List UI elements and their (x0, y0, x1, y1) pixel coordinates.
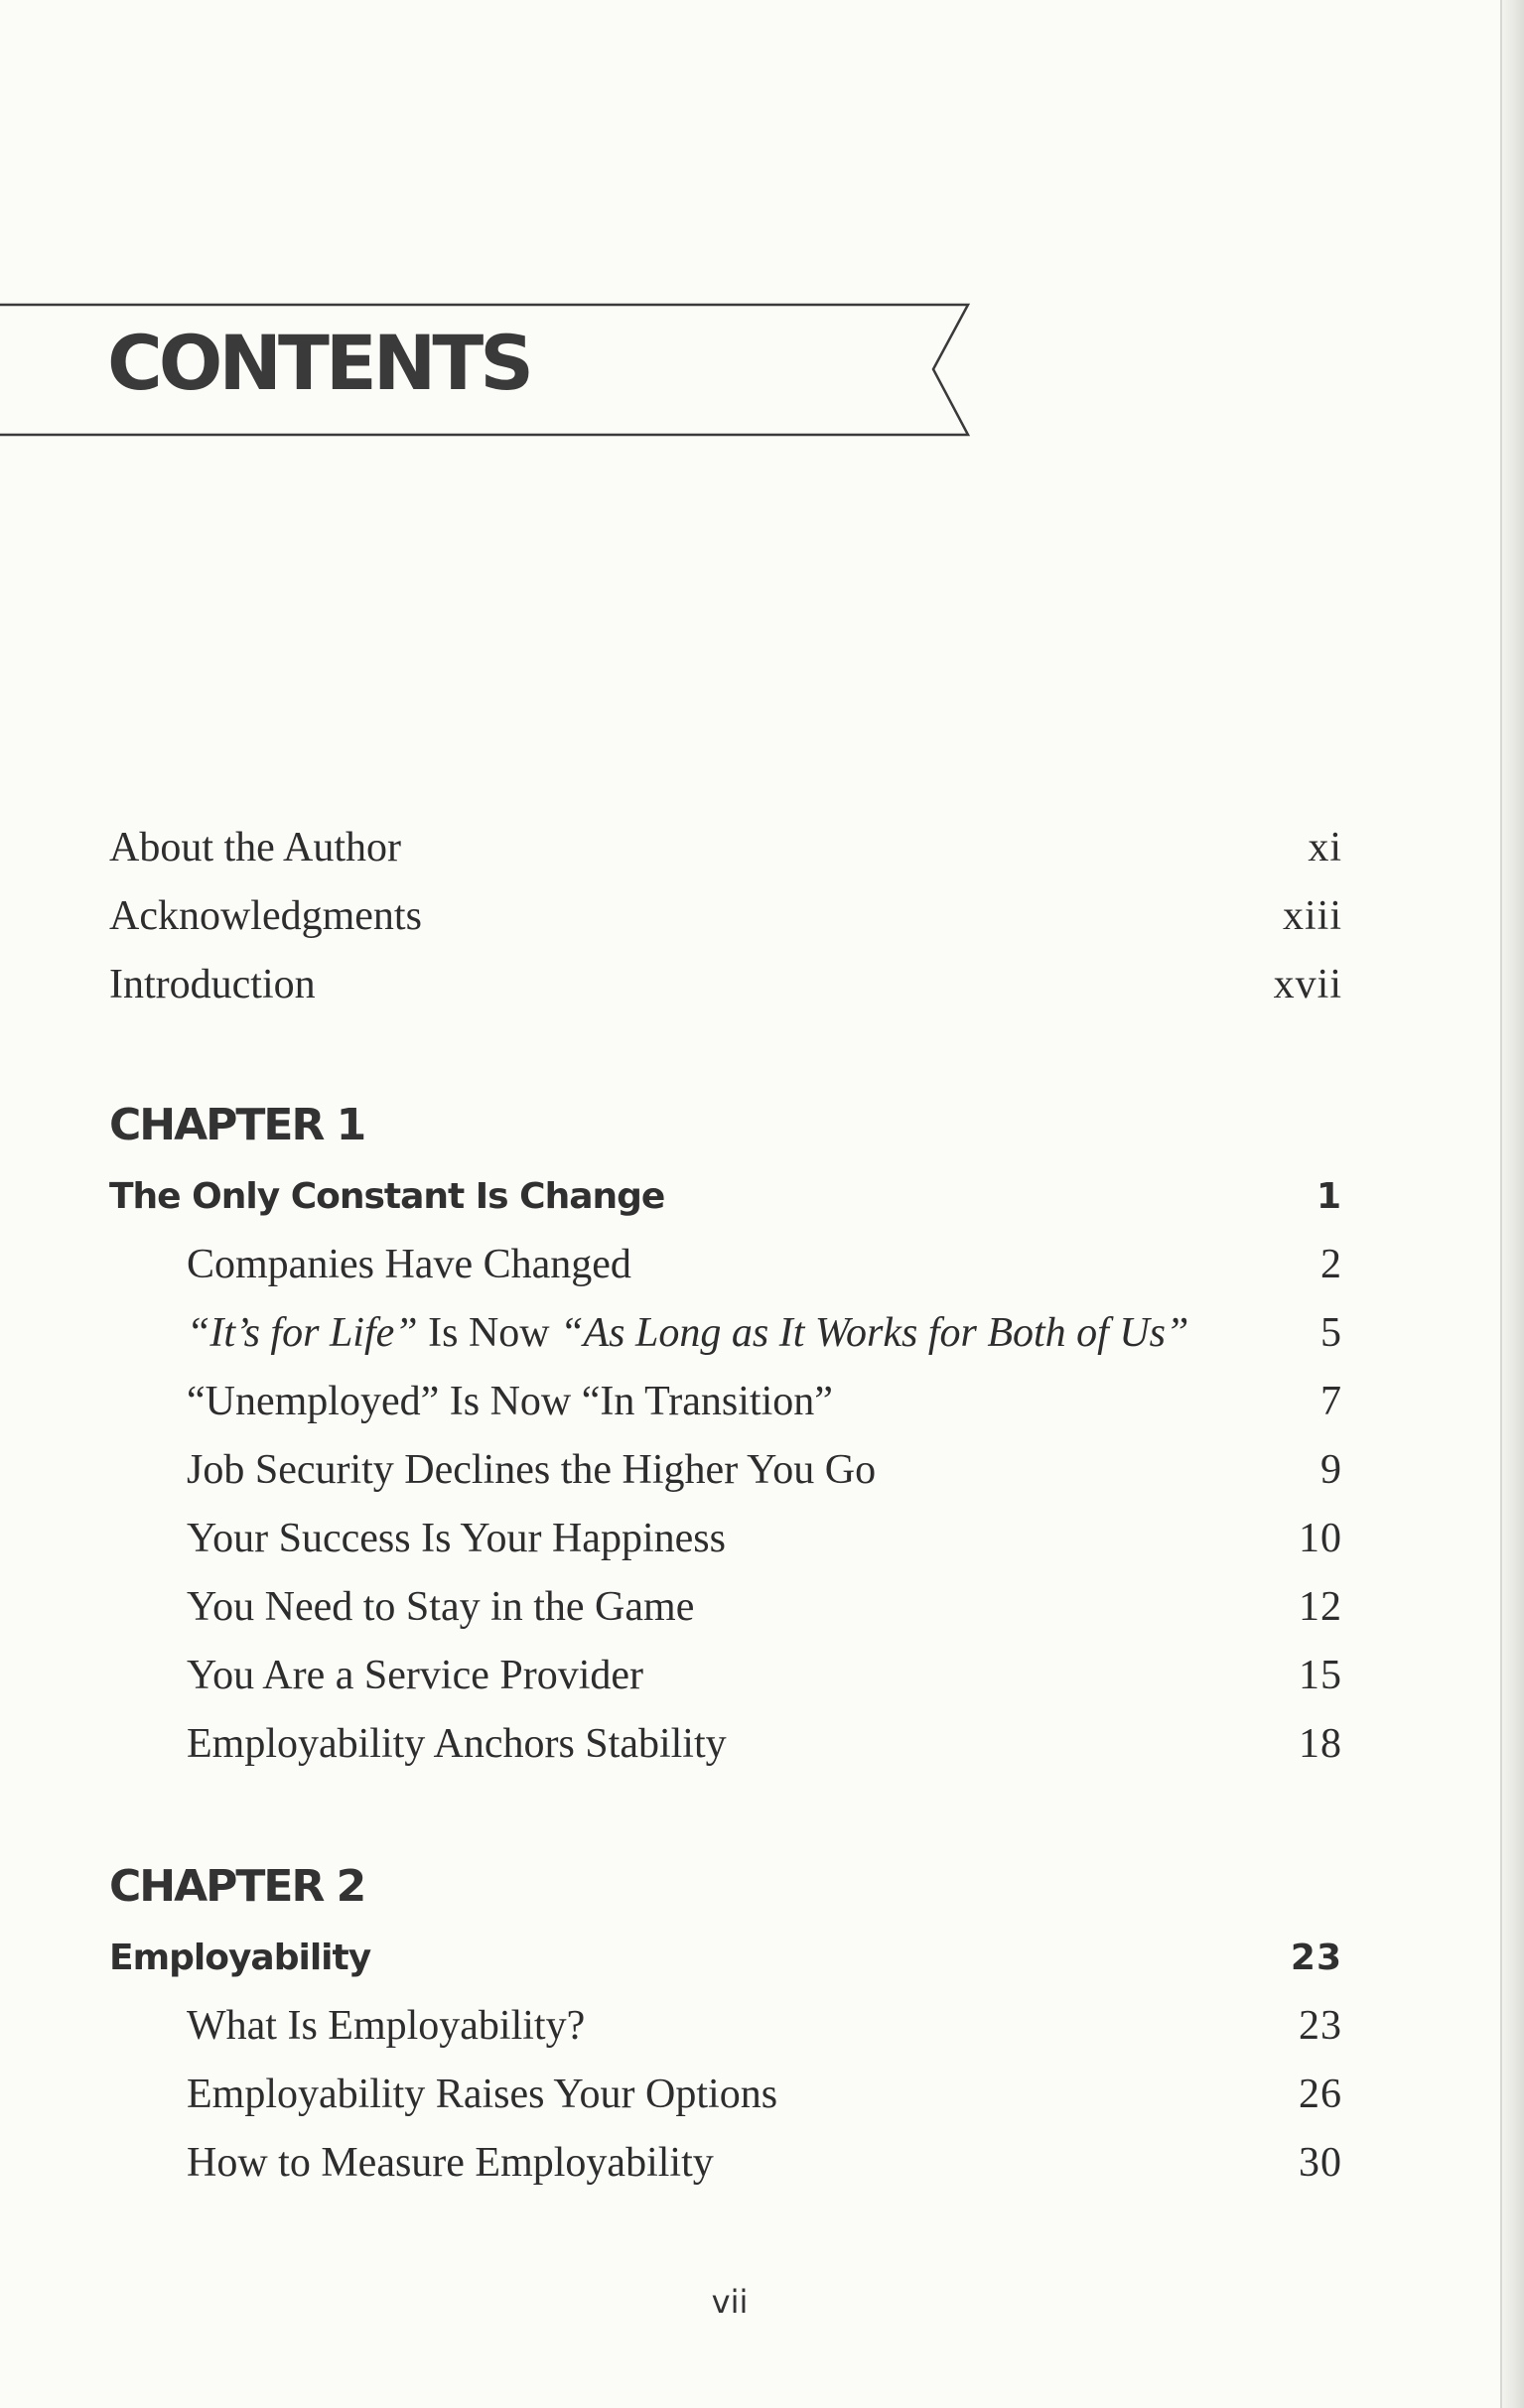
section-title: Employability Anchors Stability (187, 1721, 727, 1767)
toc-section[interactable] (109, 1642, 1342, 1710)
toc-entry-about-author[interactable] (109, 814, 1342, 882)
toc-section[interactable] (109, 1992, 1342, 2061)
entry-title: Acknowledgments (109, 893, 422, 939)
toc-chapter-1[interactable] (109, 1162, 1342, 1231)
section-page: 15 (1299, 1653, 1342, 1698)
chapter-label: CHAPTER 2 (109, 1861, 365, 1912)
table-of-contents (109, 814, 1342, 2198)
toc-entry-acknowledgments[interactable] (109, 882, 1342, 951)
section-page: 5 (1320, 1310, 1342, 1356)
section-title: Job Security Declines the Higher You Go (187, 1447, 877, 1493)
section-title-italic-b: “As Long as It Works for Both of Us” (560, 1310, 1189, 1356)
section-page: 10 (1299, 1516, 1342, 1561)
toc-section[interactable] (109, 1299, 1342, 1368)
section-title-roman: Is Now (417, 1310, 561, 1356)
toc-section[interactable] (109, 1573, 1342, 1642)
toc-section[interactable] (109, 2129, 1342, 2198)
section-page: 2 (1320, 1242, 1342, 1287)
section-page: 26 (1299, 2072, 1342, 2117)
section-title: How to Measure Employability (187, 2140, 714, 2186)
section-title: Employability Raises Your Options (187, 2072, 778, 2117)
entry-page: xiii (1282, 893, 1342, 939)
section-title: What Is Employability? (187, 2003, 586, 2049)
entry-page: xvii (1273, 962, 1342, 1007)
toc-chapter-2[interactable] (109, 1924, 1342, 1992)
toc-section[interactable] (109, 2061, 1342, 2129)
chapter-title: Employability (109, 1938, 371, 1978)
page-number: vii (711, 2283, 749, 2321)
section-title: Your Success Is Your Happiness (187, 1516, 726, 1561)
page-edge (1500, 0, 1524, 2408)
entry-page: xi (1308, 825, 1342, 870)
section-page: 12 (1299, 1584, 1342, 1630)
toc-section[interactable] (109, 1710, 1342, 1779)
toc-section[interactable] (109, 1231, 1342, 1299)
toc-section[interactable] (109, 1505, 1342, 1573)
section-title (109, 1299, 1188, 1368)
chapter-label: CHAPTER 1 (109, 1100, 365, 1150)
toc-section[interactable] (109, 1368, 1342, 1436)
chapter-page: 23 (1290, 1938, 1342, 1978)
section-title: You Need to Stay in the Game (187, 1584, 695, 1630)
section-title: Companies Have Changed (187, 1242, 631, 1287)
section-title: “Unemployed” Is Now “In Transition” (187, 1379, 833, 1424)
section-title-italic-a: “It’s for Life” (187, 1310, 418, 1356)
section-page: 9 (1320, 1447, 1342, 1493)
section-page: 23 (1299, 2003, 1342, 2049)
entry-title: Introduction (109, 962, 316, 1007)
page-title: CONTENTS (107, 319, 530, 407)
section-page: 7 (1320, 1379, 1342, 1424)
section-page: 30 (1299, 2140, 1342, 2186)
chapter-title: The Only Constant Is Change (109, 1176, 665, 1217)
chapter-page: 1 (1316, 1176, 1342, 1217)
entry-title: About the Author (109, 825, 401, 870)
toc-section[interactable] (109, 1436, 1342, 1505)
toc-entry-introduction[interactable] (109, 951, 1342, 1019)
section-page: 18 (1299, 1721, 1342, 1767)
section-title: You Are a Service Provider (187, 1653, 643, 1698)
